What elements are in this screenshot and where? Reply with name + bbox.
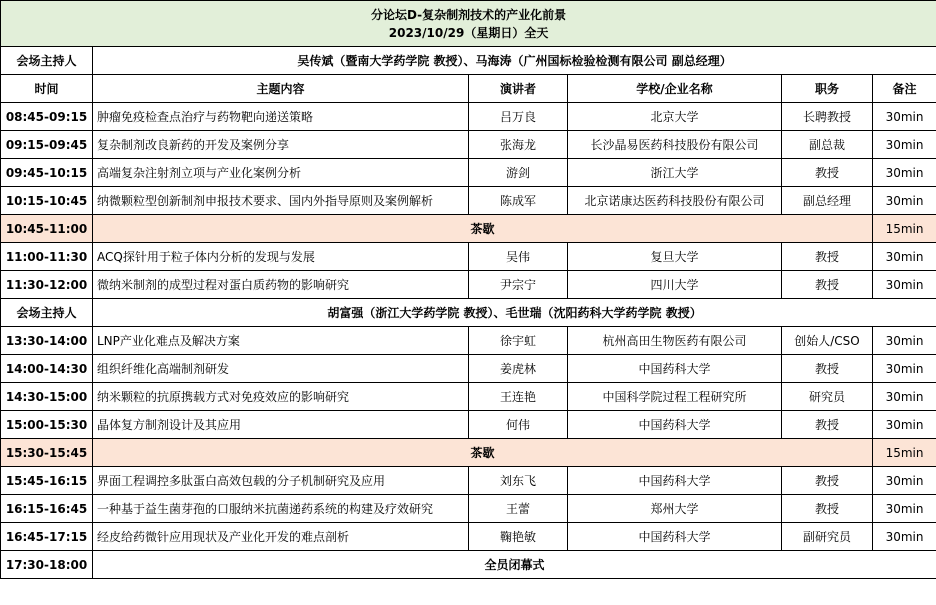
session-position: 创始人/CSO [782, 327, 873, 355]
session-speaker: 何伟 [469, 411, 568, 439]
session-speaker: 吕万良 [469, 103, 568, 131]
session-speaker: 尹宗宁 [469, 271, 568, 299]
session-position: 教授 [782, 495, 873, 523]
table-row [1, 495, 936, 523]
session-time: 15:00-15:30 [1, 411, 93, 439]
host-row-2 [1, 299, 936, 327]
session-note: 30min [873, 327, 936, 355]
session-time: 11:00-11:30 [1, 243, 93, 271]
forum-title-line1: 分论坛D-复杂制剂技术的产业化前景 [370, 7, 567, 22]
table-row [1, 243, 936, 271]
session-topic: 晶体复方制剂设计及其应用 [93, 411, 469, 439]
session-org: 中国科学院过程工程研究所 [568, 383, 782, 411]
session-speaker: 吴伟 [469, 243, 568, 271]
header-note: 备注 [873, 75, 936, 103]
closing-label: 全员闭幕式 [93, 551, 936, 579]
title-row [1, 1, 936, 47]
session-org: 北京诺康达医药科技股份有限公司 [568, 187, 782, 215]
table-row [1, 327, 936, 355]
session-time: 15:45-16:15 [1, 467, 93, 495]
session-speaker: 王蕾 [469, 495, 568, 523]
session-topic: 复杂制剂改良新药的开发及案例分享 [93, 131, 469, 159]
session-note: 30min [873, 355, 936, 383]
break-row [1, 215, 936, 243]
session-org: 长沙晶易医药科技股份有限公司 [568, 131, 782, 159]
session-time: 11:30-12:00 [1, 271, 93, 299]
session-topic: 高端复杂注射剂立项与产业化案例分析 [93, 159, 469, 187]
session-time: 10:15-10:45 [1, 187, 93, 215]
session-time: 08:45-09:15 [1, 103, 93, 131]
break-note: 15min [873, 215, 936, 243]
session-topic: 组织纤维化高端制剂研发 [93, 355, 469, 383]
host-label: 会场主持人 [1, 47, 93, 75]
session-note: 30min [873, 383, 936, 411]
table-row [1, 271, 936, 299]
session-position: 教授 [782, 271, 873, 299]
session-topic: 纳微颗粒型创新制剂申报技术要求、国内外指导原则及案例解析 [93, 187, 469, 215]
table-row [1, 159, 936, 187]
break-label: 茶歇 [93, 439, 873, 467]
host-label: 会场主持人 [1, 299, 93, 327]
session-topic: 纳米颗粒的抗原携载方式对免疫效应的影响研究 [93, 383, 469, 411]
session-note: 30min [873, 159, 936, 187]
session-position: 长聘教授 [782, 103, 873, 131]
session-speaker: 徐宇虹 [469, 327, 568, 355]
session-time: 16:15-16:45 [1, 495, 93, 523]
closing-row [1, 551, 936, 579]
session-topic: 一种基于益生菌芽孢的口服纳米抗菌递药系统的构建及疗效研究 [93, 495, 469, 523]
session-org: 复旦大学 [568, 243, 782, 271]
session-note: 30min [873, 495, 936, 523]
session-note: 30min [873, 467, 936, 495]
session-time: 14:00-14:30 [1, 355, 93, 383]
session-speaker: 刘东飞 [469, 467, 568, 495]
session-topic: 经皮给药微针应用现状及产业化开发的难点剖析 [93, 523, 469, 551]
session-org: 中国药科大学 [568, 411, 782, 439]
session-org: 四川大学 [568, 271, 782, 299]
break-label: 茶歇 [93, 215, 873, 243]
session-note: 30min [873, 411, 936, 439]
session-speaker: 王连艳 [469, 383, 568, 411]
header-position: 职务 [782, 75, 873, 103]
session-position: 教授 [782, 159, 873, 187]
break-time: 15:30-15:45 [1, 439, 93, 467]
session-org: 中国药科大学 [568, 523, 782, 551]
session-speaker: 姜虎林 [469, 355, 568, 383]
session-org: 杭州高田生物医药有限公司 [568, 327, 782, 355]
session-note: 30min [873, 271, 936, 299]
header-time: 时间 [1, 75, 93, 103]
session-note: 30min [873, 523, 936, 551]
host-names: 胡富强（浙江大学药学院 教授）、毛世瑞（沈阳药科大学药学院 教授） [93, 299, 936, 327]
table-row [1, 131, 936, 159]
session-position: 教授 [782, 243, 873, 271]
session-position: 副总裁 [782, 131, 873, 159]
session-topic: LNP产业化难点及解决方案 [93, 327, 469, 355]
session-time: 09:15-09:45 [1, 131, 93, 159]
session-topic: 肿瘤免疫检查点治疗与药物靶向递送策略 [93, 103, 469, 131]
session-topic: 界面工程调控多肽蛋白高效包载的分子机制研究及应用 [93, 467, 469, 495]
session-position: 教授 [782, 355, 873, 383]
session-org: 浙江大学 [568, 159, 782, 187]
session-speaker: 游剑 [469, 159, 568, 187]
session-time: 09:45-10:15 [1, 159, 93, 187]
session-org: 郑州大学 [568, 495, 782, 523]
header-org: 学校/企业名称 [568, 75, 782, 103]
forum-date: 2023/10/29（星期日）全天 [388, 25, 549, 40]
session-speaker: 鞠艳敏 [469, 523, 568, 551]
session-speaker: 陈成军 [469, 187, 568, 215]
session-position: 副研究员 [782, 523, 873, 551]
session-note: 30min [873, 131, 936, 159]
break-time: 10:45-11:00 [1, 215, 93, 243]
session-org: 中国药科大学 [568, 355, 782, 383]
session-org: 中国药科大学 [568, 467, 782, 495]
header-speaker: 演讲者 [469, 75, 568, 103]
forum-title [1, 1, 936, 47]
session-position: 教授 [782, 467, 873, 495]
break-row [1, 439, 936, 467]
session-time: 13:30-14:00 [1, 327, 93, 355]
session-topic: 微纳米制剂的成型过程对蛋白质药物的影响研究 [93, 271, 469, 299]
table-row [1, 355, 936, 383]
session-note: 30min [873, 243, 936, 271]
session-note: 30min [873, 187, 936, 215]
host-row-1 [1, 47, 936, 75]
session-org: 北京大学 [568, 103, 782, 131]
table-row [1, 523, 936, 551]
table-row [1, 467, 936, 495]
session-position: 教授 [782, 411, 873, 439]
session-topic: ACQ探针用于粒子体内分析的发现与发展 [93, 243, 469, 271]
host-names: 吴传斌（暨南大学药学院 教授）、马海涛（广州国标检验检测有限公司 副总经理） [93, 47, 936, 75]
header-row [1, 75, 936, 103]
table-row [1, 411, 936, 439]
closing-time: 17:30-18:00 [1, 551, 93, 579]
session-position: 副总经理 [782, 187, 873, 215]
session-time: 16:45-17:15 [1, 523, 93, 551]
session-note: 30min [873, 103, 936, 131]
header-topic: 主题内容 [93, 75, 469, 103]
table-row [1, 103, 936, 131]
session-speaker: 张海龙 [469, 131, 568, 159]
session-position: 研究员 [782, 383, 873, 411]
session-time: 14:30-15:00 [1, 383, 93, 411]
break-note: 15min [873, 439, 936, 467]
table-row [1, 383, 936, 411]
table-row [1, 187, 936, 215]
